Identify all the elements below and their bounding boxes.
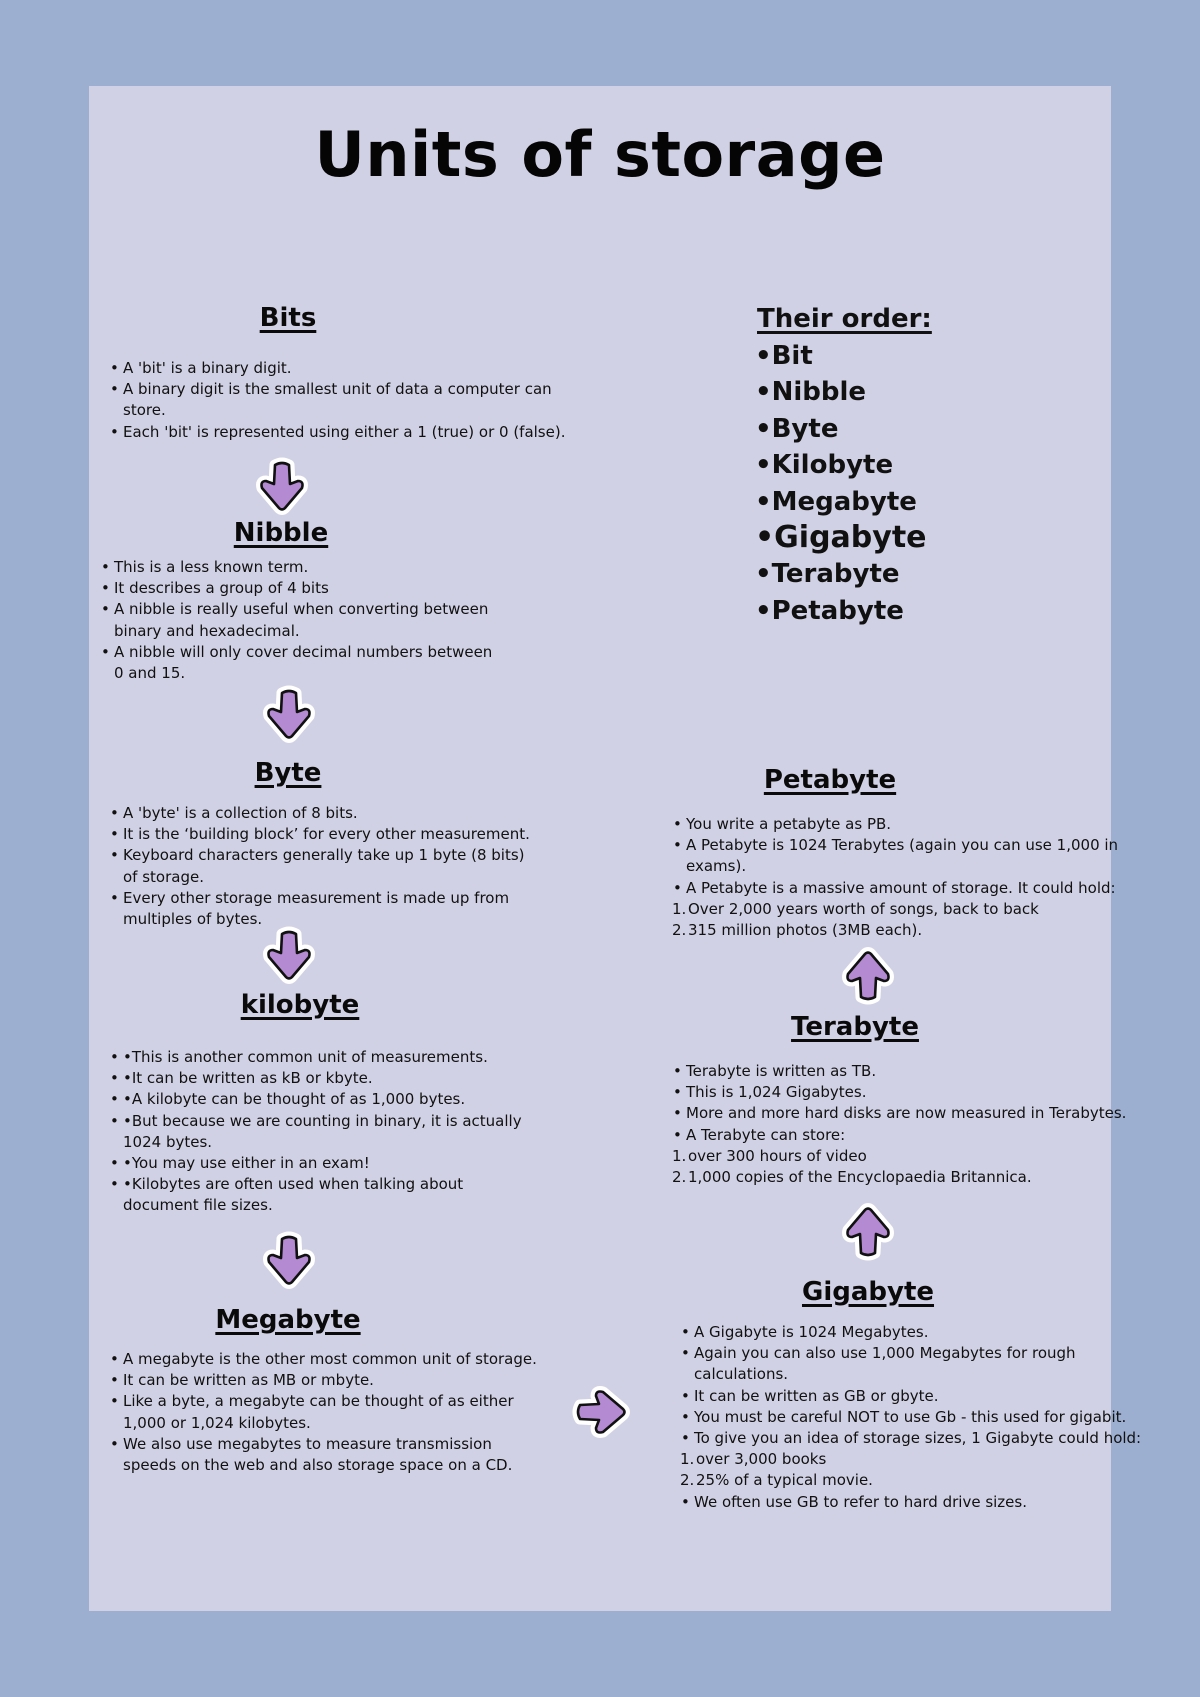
item-text: over 300 hours of video <box>688 1146 867 1165</box>
list-item: 1024 bytes. <box>123 1132 213 1151</box>
list-item: • A binary digit is the smallest unit of data a computer can <box>110 379 580 400</box>
arrow-down-icon <box>259 924 319 988</box>
list-item: multiples of bytes. <box>123 910 263 929</box>
item-text: 1,000 copies of the Encyclopaedia Britannica. <box>688 1168 1032 1187</box>
item-text: over 3,000 books <box>696 1450 827 1469</box>
item-number: 2. <box>680 1471 695 1490</box>
numbered-item <box>681 1449 1151 1470</box>
terabyte-list <box>673 1061 1143 1188</box>
list-item: 0 and 15. <box>114 664 186 683</box>
numbered-item <box>673 1146 1143 1167</box>
numbered-item <box>673 899 1133 920</box>
kilobyte-heading: kilobyte <box>240 990 360 1020</box>
list-item: • This is 1,024 Gigabytes. <box>673 1082 1143 1103</box>
order-item: •Megabyte <box>755 486 917 517</box>
order-item: •Kilobyte <box>755 450 894 481</box>
arrow-right-icon <box>570 1382 634 1442</box>
item-number: 2. <box>672 1168 687 1187</box>
list-item: • A 'byte' is a collection of 8 bits. <box>110 803 580 824</box>
list-item: 1,000 or 1,024 kilobytes. <box>123 1413 311 1432</box>
order-item: •Byte <box>755 413 839 444</box>
list-item: • More and more hard disks are now measured in Terabytes. <box>673 1103 1143 1124</box>
megabyte-heading: Megabyte <box>215 1305 361 1335</box>
list-item: binary and hexadecimal. <box>114 621 300 640</box>
list-item: • To give you an idea of storage sizes, 1 Gigabyte could hold: <box>681 1428 1151 1449</box>
item-text: 25% of a typical movie. <box>696 1471 873 1490</box>
list-item: • A nibble will only cover decimal numbers between <box>101 642 561 663</box>
list-item: • You write a petabyte as PB. <box>673 814 1133 835</box>
gigabyte-heading: Gigabyte <box>801 1277 935 1307</box>
list-item: • •A kilobyte can be thought of as 1,000 bytes. <box>110 1089 580 1110</box>
list-item: • Again you can also use 1,000 Megabytes for rough <box>681 1343 1151 1364</box>
nibble-heading: Nibble <box>233 518 329 548</box>
list-item: • We also use megabytes to measure transmission <box>110 1434 590 1455</box>
list-item: • •This is another common unit of measurements. <box>110 1047 580 1068</box>
item-text: Over 2,000 years worth of songs, back to back <box>688 899 1039 918</box>
list-item: • It is the ‘building block’ for every other measurement. <box>110 824 580 845</box>
arrow-down-icon <box>259 683 319 747</box>
nibble-list <box>101 557 561 684</box>
list-item: speeds on the web and also storage space on a CD. <box>123 1456 513 1475</box>
list-item: • A megabyte is the other most common unit of storage. <box>110 1349 590 1370</box>
order-item: •Petabyte <box>755 595 904 626</box>
list-item: • It can be written as MB or mbyte. <box>110 1370 590 1391</box>
numbered-item <box>673 920 1133 941</box>
order-item: •Terabyte <box>755 559 900 590</box>
list-item: • A 'bit' is a binary digit. <box>110 358 580 379</box>
list-item: • A Gigabyte is 1024 Megabytes. <box>681 1322 1151 1343</box>
kilobyte-list <box>110 1047 580 1217</box>
arrow-up-icon <box>838 1199 898 1263</box>
list-item: • You must be careful NOT to use Gb - this used for gigabit. <box>681 1407 1151 1428</box>
list-item: exams). <box>686 857 747 876</box>
item-number: 1. <box>672 899 687 918</box>
bits-heading: Bits <box>259 303 317 333</box>
order-item: •Gigabyte <box>755 519 927 555</box>
order-heading: Their order: <box>757 304 932 334</box>
item-text: 315 million photos (3MB each). <box>688 921 923 940</box>
list-item: • We often use GB to refer to hard drive sizes. <box>681 1492 1151 1513</box>
list-item: • A Petabyte is 1024 Terabytes (again you can use 1,000 in <box>673 835 1133 856</box>
list-item: • A nibble is really useful when converting between <box>101 599 561 620</box>
petabyte-heading: Petabyte <box>763 765 897 795</box>
list-item: • Each 'bit' is represented using either a 1 (true) or 0 (false). <box>110 422 580 443</box>
order-item: •Nibble <box>755 377 867 408</box>
petabyte-list <box>673 814 1133 941</box>
bits-list <box>110 358 580 443</box>
numbered-item <box>681 1470 1151 1491</box>
list-item: document file sizes. <box>123 1196 273 1215</box>
arrow-up-icon <box>838 943 898 1007</box>
list-item: • A Petabyte is a massive amount of storage. It could hold: <box>673 878 1133 899</box>
byte-list <box>110 803 580 930</box>
list-item: calculations. <box>694 1365 789 1384</box>
list-item: • •You may use either in an exam! <box>110 1153 580 1174</box>
list-item: • It can be written as GB or gbyte. <box>681 1386 1151 1407</box>
list-item: • This is a less known term. <box>101 557 561 578</box>
list-item: • •Kilobytes are often used when talking about <box>110 1174 580 1195</box>
order-list <box>755 338 927 629</box>
list-item: • Keyboard characters generally take up 1 byte (8 bits) <box>110 845 580 866</box>
page-title: Units of storage <box>314 118 886 191</box>
gigabyte-list <box>681 1322 1151 1513</box>
list-item: of storage. <box>123 867 204 886</box>
list-item: • Terabyte is written as TB. <box>673 1061 1143 1082</box>
numbered-item <box>673 1167 1143 1188</box>
terabyte-heading: Terabyte <box>791 1012 919 1042</box>
list-item: • A Terabyte can store: <box>673 1125 1143 1146</box>
list-item: • It describes a group of 4 bits <box>101 578 561 599</box>
list-item: store. <box>123 401 166 420</box>
list-item: • •It can be written as kB or kbyte. <box>110 1068 580 1089</box>
item-number: 1. <box>680 1450 695 1469</box>
item-number: 2. <box>672 921 687 940</box>
megabyte-list <box>110 1349 590 1476</box>
list-item: • Like a byte, a megabyte can be thought of as either <box>110 1391 590 1412</box>
order-item: •Bit <box>755 341 813 371</box>
arrow-down-icon <box>252 455 312 519</box>
byte-heading: Byte <box>254 758 322 788</box>
list-item: • Every other storage measurement is made up from <box>110 888 580 909</box>
item-number: 1. <box>672 1146 687 1165</box>
arrow-down-icon <box>259 1229 319 1293</box>
list-item: • •But because we are counting in binary, it is actually <box>110 1111 580 1132</box>
